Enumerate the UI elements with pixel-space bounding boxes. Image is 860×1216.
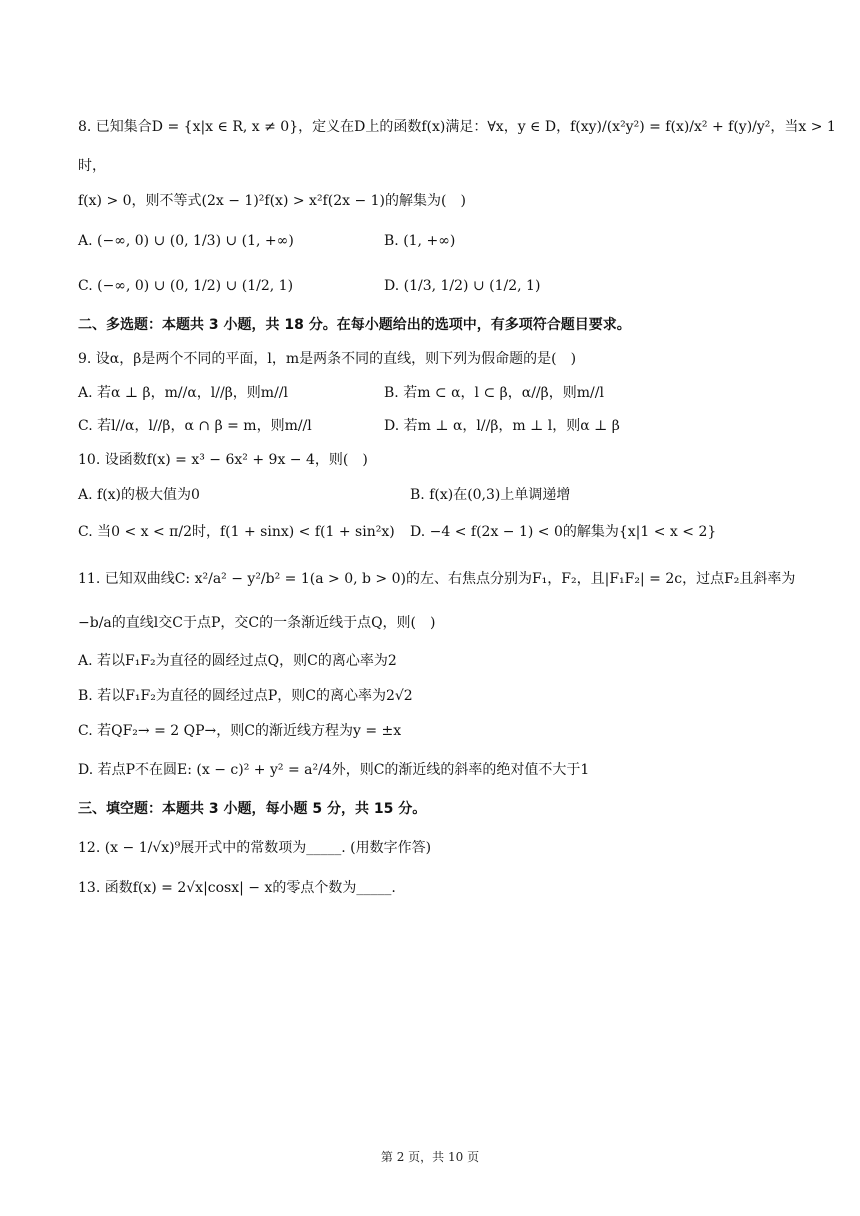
page-footer: 第 2 页，共 10 页 [380,1150,480,1164]
q11-option-d: D. 若点P不在圆E: (x − c)² + y² = a²/4外，则C的渐近线的斜率的绝对值不大于1 [78,762,590,778]
q11-line1: 11. 已知双曲线C: x²/a² − y²/b² = 1(a > 0, b > 0)的左、右焦点分别为F₁，F₂，且|F₁F₂| = 2c，过点F₂且斜率为 [78,571,796,587]
q9-option-d: D. 若m ⊥ α，l//β，m ⊥ l，则α ⊥ β [384,418,620,434]
q13: 13. 函数f(x) = 2√x|cosx| − x的零点个数为_____. [78,880,396,896]
q10-option-d: D. −4 < f(2x − 1) < 0的解集为{x|1 < x < 2} [410,524,717,540]
section-2-heading: 二、多选题：本题共 3 小题，共 18 分。在每小题给出的选项中，有多项符合题目要求。 [78,317,631,333]
q8-line3: f(x) > 0，则不等式(2x − 1)²f(x) > x²f(2x − 1)的解集为( ) [78,193,466,209]
q10-option-a: A. f(x)的极大值为0 [78,487,200,503]
q8-line1: 8. 已知集合D = {x|x ∈ R, x ≠ 0}，定义在D上的函数f(x)满足：∀x，y ∈ D，f(xy)/(x²y²) = f(x)/x² + f(y)/y²，当x > 1 [78,119,836,135]
q9-option-a: A. 若α ⊥ β，m//α，l//β，则m//l [78,385,288,401]
q11-option-a: A. 若以F₁F₂为直径的圆经过点Q，则C的离心率为2 [78,653,397,669]
q9-stem: 9. 设α，β是两个不同的平面，l，m是两条不同的直线，则下列为假命题的是( ) [78,351,577,367]
q9-option-b: B. 若m ⊂ α，l ⊂ β，α//β，则m//l [384,385,604,401]
q8-option-d: D. (1/3, 1/2) ∪ (1/2, 1) [384,278,541,294]
q11-line2: −b/a的直线l交C于点P，交C的一条渐近线于点Q，则( ) [78,615,436,631]
q8-option-b: B. (1, +∞) [384,233,456,249]
section-3-heading: 三、填空题：本题共 3 小题，每小题 5 分，共 15 分。 [78,801,427,817]
q12: 12. (x − 1/√x)⁹展开式中的常数项为_____. (用数字作答) [78,840,432,856]
q10-option-c: C. 当0 < x < π/2时，f(1 + sinx) < f(1 + sin²x) [78,524,395,540]
q8-line2: 时， [78,158,106,174]
q10-stem: 10. 设函数f(x) = x³ − 6x² + 9x − 4，则( ) [78,452,368,468]
q8-option-a: A. (−∞, 0) ∪ (0, 1/3) ∪ (1, +∞) [78,233,294,249]
q11-option-c: C. 若QF₂→ = 2 QP→，则C的渐近线方程为y = ±x [78,723,402,739]
q10-option-b: B. f(x)在(0,3)上单调递增 [410,487,571,503]
q9-option-c: C. 若l//α，l//β，α ∩ β = m，则m//l [78,418,312,434]
q11-option-b: B. 若以F₁F₂为直径的圆经过点P，则C的离心率为2√2 [78,688,413,704]
q8-option-c: C. (−∞, 0) ∪ (0, 1/2) ∪ (1/2, 1) [78,278,294,294]
